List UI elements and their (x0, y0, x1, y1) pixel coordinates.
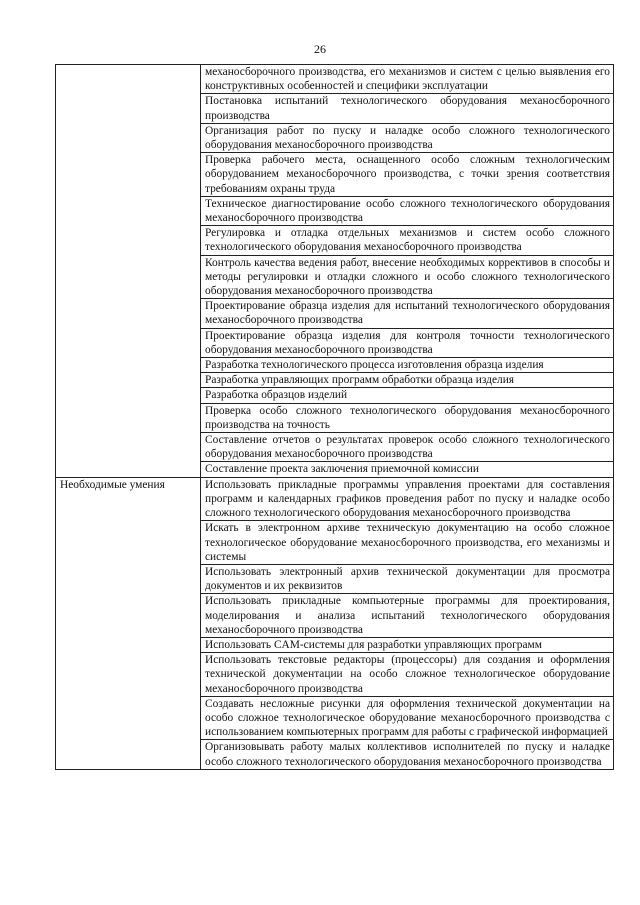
requirement-cell: Разработка образцов изделий (201, 388, 614, 403)
requirement-cell: Создавать несложные рисунки для оформления технической документации на особо сложное технологическое оборудование механосборочного производства с использованием компьютерных программ для работы с графической информацией (201, 696, 614, 740)
requirement-cell: Составление проекта заключения приемочной комиссии (201, 462, 614, 477)
requirement-cell: Проверка особо сложного технологического оборудования механосборочного производства на точность (201, 403, 614, 432)
requirement-cell: Контроль качества ведения работ, внесение необходимых коррективов в способы и методы регулировки и отладки сложного и особо сложного технологического оборудования механосборочного производства (201, 255, 614, 299)
requirement-cell: Проектирование образца изделия для контроля точности технологического оборудования механосборочного производства (201, 328, 614, 357)
requirement-cell: Использовать CAM-системы для разработки управляющих программ (201, 637, 614, 652)
requirement-cell: Проверка рабочего места, оснащенного особо сложным технологическим оборудованием механосборочного производства, с точки зрения соответствия требованиям охраны труда (201, 153, 614, 197)
page-number: 26 (314, 42, 326, 56)
requirement-cell: Искать в электронном архиве техническую документацию на особо сложное технологическое оборудование механосборочного производства, его механизмы и системы (201, 521, 614, 565)
table-row (56, 65, 614, 94)
requirement-cell: Разработка технологического процесса изготовления образца изделия (201, 358, 614, 373)
requirement-cell: Использовать прикладные компьютерные программы для проектирования, моделирования и анализа испытаний технологического оборудования механосборочного производства (201, 594, 614, 638)
requirement-cell: Использовать электронный архив технической документации для просмотра документов и их реквизитов (201, 564, 614, 593)
requirement-cell: Организация работ по пуску и наладке особо сложного технологического оборудования механосборочного производства (201, 123, 614, 152)
requirement-cell: Техническое диагностирование особо сложного технологического оборудования механосборочного производства (201, 196, 614, 225)
table-row (56, 477, 614, 521)
requirement-cell: Проектирование образца изделия для испытаний технологического оборудования механосборочного производства (201, 299, 614, 328)
requirement-cell: Составление отчетов о результатах проверок особо сложного технологического оборудования механосборочного производства (201, 433, 614, 462)
requirements-table (55, 64, 614, 770)
requirement-cell: механосборочного производства, его механизмов и систем с целью выявления его конструктивных особенностей и специфики эксплуатации (201, 65, 614, 94)
section-label: Необходимые умения (56, 477, 201, 769)
requirement-cell: Регулировка и отладка отдельных механизмов и систем особо сложного технологического оборудования механосборочного производства (201, 226, 614, 255)
requirement-cell: Разработка управляющих программ обработки образца изделия (201, 373, 614, 388)
section-label (56, 65, 201, 478)
requirement-cell: Использовать прикладные программы управления проектами для составления программ и календарных графиков проведения работ по пуску и наладке особо сложного технологического оборудования механосборочного производства (201, 477, 614, 521)
requirement-cell: Постановка испытаний технологического оборудования механосборочного производства (201, 94, 614, 123)
requirement-cell: Организовывать работу малых коллективов исполнителей по пуску и наладке особо сложного технологического оборудования механосборочного производства (201, 740, 614, 769)
requirements-table-body (56, 65, 614, 770)
requirement-cell: Использовать текстовые редакторы (процессоры) для создания и оформления технической документации на особо сложное технологическое оборудование механосборочного производства (201, 653, 614, 697)
